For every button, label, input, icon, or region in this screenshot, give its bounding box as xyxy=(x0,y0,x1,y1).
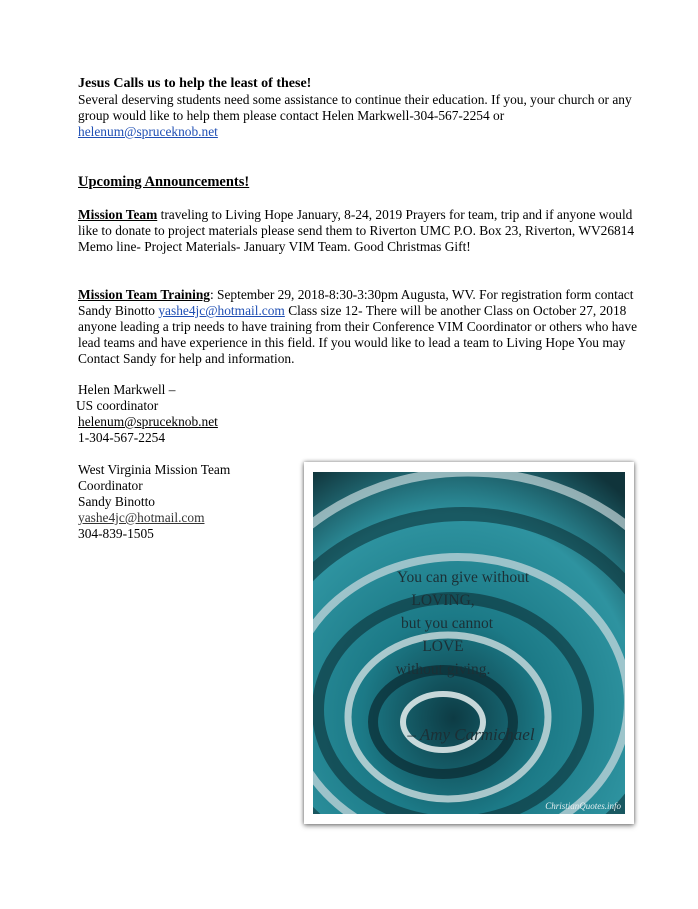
training-paragraph xyxy=(78,287,653,367)
training-text-after: Class size 12- There will be another Class on October 27, 2018 anyone leading a trip needs to have training from their Conference VIM Coordinator or others who have lead teams and have experience in this field. If you would like to lead a team to Living Hope You may Contact Sandy for help and information. xyxy=(78,303,638,366)
mission-team-paragraph xyxy=(78,207,638,255)
contact-name: Helen Markwell – xyxy=(78,382,176,397)
contact-org-line1: West Virginia Mission Team xyxy=(78,462,231,477)
help-students-section xyxy=(78,76,653,140)
quote-line-4: LOVE xyxy=(422,638,464,655)
contact-phone: 1-304-567-2254 xyxy=(78,430,166,445)
quote-line-1: You can give without xyxy=(396,569,530,586)
training-lead: Mission Team Training xyxy=(78,287,210,302)
contact-role: US coordinator xyxy=(76,398,159,413)
contact-sandy xyxy=(78,462,230,542)
contact-org-line2: Coordinator xyxy=(78,478,143,493)
mission-team-text-wrap xyxy=(78,207,638,255)
quote-image-frame xyxy=(304,462,634,824)
section-body xyxy=(78,92,653,140)
quote-line-3: but you cannot xyxy=(400,615,494,632)
contact-email-link[interactable]: yashe4jc@hotmail.com xyxy=(78,510,205,525)
email-link-helen[interactable]: helenum@spruceknob.net xyxy=(78,124,218,139)
section-title: Jesus Calls us to help the least of these! xyxy=(78,76,312,91)
quote-line-5: without giving. xyxy=(395,661,491,678)
contact-name: Sandy Binotto xyxy=(78,494,156,509)
contact-phone: 304-839-1505 xyxy=(78,526,154,541)
announcements-heading-wrap xyxy=(78,174,653,190)
mission-team-lead: Mission Team xyxy=(78,207,158,222)
contact-helen xyxy=(78,382,218,446)
announcements-heading: Upcoming Announcements! xyxy=(78,174,250,190)
mission-team-text: traveling to Living Hope January, 8-24, 2019 Prayers for team, trip and if anyone would like to donate to project materials please send them to Riverton UMC P.O. Box 23, Riverton, WV26814 Memo line- Project Materials- January VIM Team. Good Christmas Gift! xyxy=(78,207,635,254)
section-body-text: Several deserving students need some assistance to continue their education. If you, your church or any group would like to help them please contact Helen Markwell-304-567-2254 or xyxy=(78,92,632,123)
quote-line-2: LOVING, xyxy=(411,592,475,609)
quote-author: – Amy Carmichael xyxy=(407,725,535,744)
training-text-wrap xyxy=(78,287,653,367)
quote-watermark: ChristianQuotes.info xyxy=(545,801,621,811)
training-text-before: : September 29, 2018-8:30-3:30pm Augusta, WV. For registration form contact Sandy Binotto xyxy=(78,287,634,318)
quote-image xyxy=(313,472,625,814)
email-link-sandy[interactable]: yashe4jc@hotmail.com xyxy=(158,303,285,318)
contact-email-link[interactable]: helenum@spruceknob.net xyxy=(78,414,218,429)
